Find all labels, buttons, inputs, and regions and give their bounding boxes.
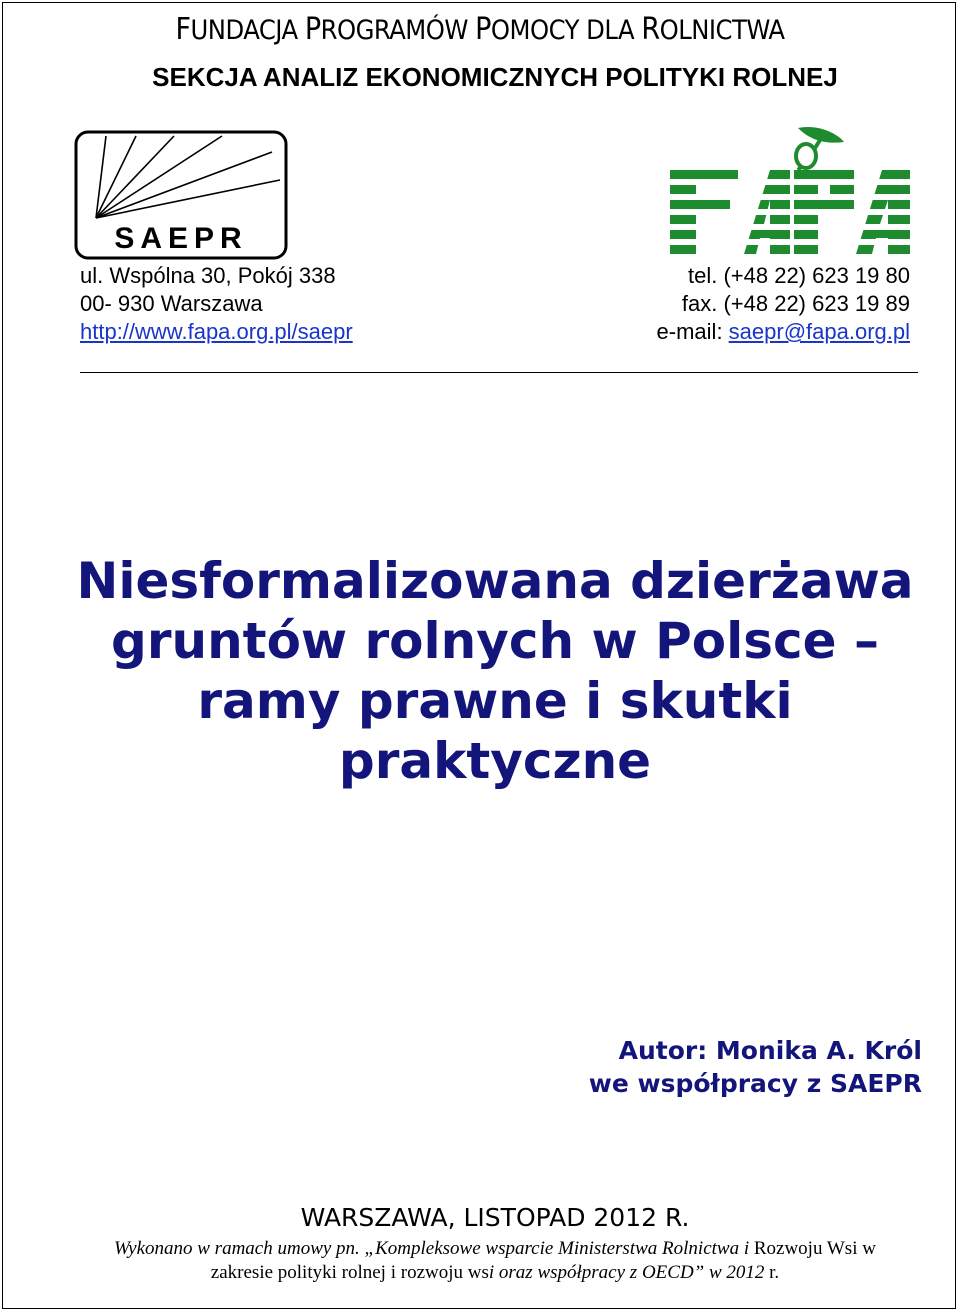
author-block (589, 1034, 922, 1100)
fapa-logo-text: FAPA (666, 126, 669, 127)
title-line-4: praktyczne (338, 732, 652, 790)
contact-phone (657, 262, 910, 346)
contact-address (80, 262, 353, 346)
title-line-3: ramy prawne i skutki (197, 672, 793, 730)
header-divider (80, 372, 918, 373)
footnote-part-a: Wykonano w ramach umowy pn. „Kompleksowe wsparcie Ministerstwa Rolnictwa i (114, 1238, 754, 1259)
title-line-1: Niesformalizowana dzierżawa (76, 552, 914, 610)
author-line-2: we współpracy z SAEPR (588, 1069, 922, 1098)
leaf-icon (798, 127, 844, 143)
address-line-2: 00- 930 Warszawa (80, 291, 263, 316)
section-name: SEKCJA ANALIZ EKONOMICZNYCH POLITYKI ROLNEJ (152, 62, 838, 92)
place-date: WARSZAWA, LISTOPAD 2012 R. (300, 1203, 690, 1232)
footnote (0, 1237, 960, 1285)
tel-line: tel. (+48 22) 623 19 80 (688, 263, 910, 288)
document-title (0, 551, 960, 791)
title-line-2: gruntów rolnych w Polsce – (111, 612, 879, 670)
fapa-logo (666, 126, 912, 256)
footnote-part-e: r. (769, 1262, 780, 1283)
footnote-part-c: zakresie polityki rolnej i rozwoju ws (210, 1262, 489, 1283)
saepr-logo (74, 130, 288, 260)
author-line-1: Autor: Monika A. Król (618, 1036, 922, 1065)
footnote-part-d: i oraz współpracy z OECD” w 2012 (488, 1262, 770, 1283)
website-link[interactable]: http://www.fapa.org.pl/saepr (80, 319, 353, 344)
email-label: e-mail: (656, 319, 729, 344)
fax-line: fax. (+48 22) 623 19 89 (681, 291, 910, 316)
saepr-logo-text: SAEPR (114, 222, 248, 255)
organization-name: FUNDACJA PROGRAMÓW POMOCY DLA ROLNICTWA (175, 12, 785, 47)
email-link[interactable]: saepr@fapa.org.pl (728, 319, 910, 344)
footnote-part-b: Rozwoju Wsi w (753, 1238, 876, 1259)
email-line (657, 318, 910, 346)
address-line-1: ul. Wspólna 30, Pokój 338 (80, 263, 336, 288)
